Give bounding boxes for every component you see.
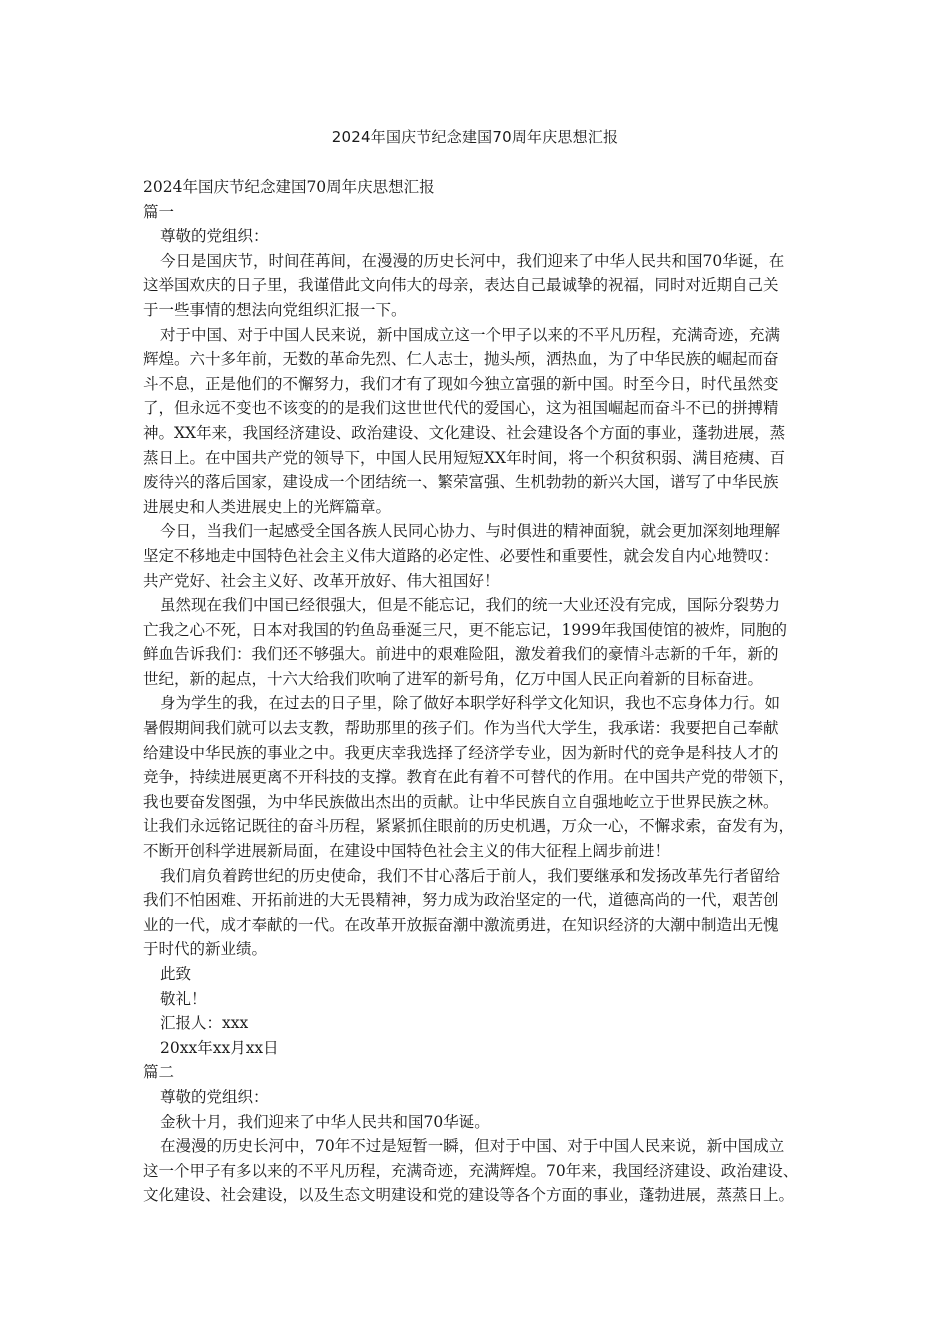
text-line: 亡我之心不死，日本对我国的钓鱼岛垂涎三尺，更不能忘记，1999年我国使馆的被炸，同胞的	[143, 620, 787, 639]
text-line: 于时代的新业绩。	[143, 940, 268, 959]
text-line: 虽然现在我们中国已经很强大，但是不能忘记，我们的统一大业还没有完成，国际分裂势力	[160, 596, 781, 615]
text-line: 斗不息，正是他们的不懈努力，我们才有了现如今独立富强的新中国。时至今日，时代虽然变	[143, 374, 779, 393]
text-line: 2024年国庆节纪念建国70周年庆思想汇报	[143, 178, 435, 196]
text-line: 我也要奋发图强，为中华民族做出杰出的贡献。让中华民族自立自强地屹立于世界民族之林。	[143, 792, 779, 811]
text-line: 蒸日上。在中国共产党的领导下，中国人民用短短XX年时间，将一个积贫积弱、满目疮痍、百	[143, 448, 786, 467]
text-line: 鲜血告诉我们：我们还不够强大。前进中的艰难险阻，激发着我们的豪情斗志新的千年，新的	[143, 645, 779, 664]
text-line: 今日，当我们一起感受全国各族人民同心协力、与时俱进的精神面貌，就会更加深刻地理解	[160, 522, 781, 541]
text-line: 这一个甲子有多以来的不平凡历程，充满奇迹，充满辉煌。70年来，我国经济建设、政治建设、	[143, 1161, 799, 1180]
text-line: 金秋十月，我们迎来了中华人民共和国70华诞。	[160, 1112, 490, 1131]
text-line: 在漫漫的历史长河中，70年不过是短暂一瞬，但对于中国、对于中国人民来说，新中国成立	[160, 1137, 785, 1156]
text-line: 不断开创科学进展新局面，在建设中国特色社会主义的伟大征程上阔步前进！	[143, 842, 671, 861]
text-line: 让我们永远铭记既往的奋斗历程，紧紧抓住眼前的历史机遇，万众一心，不懈求索，奋发有为，	[143, 817, 795, 836]
text-line: 暑假期间我们就可以去支教，帮助那里的孩子们。作为当代大学生，我承诺：我要把自己奉献	[143, 719, 779, 738]
text-line: 业的一代，成才奉献的一代。在改革开放振奋潮中激流勇进，在知识经济的大潮中制造出无愧	[143, 915, 779, 934]
text-line: 尊敬的党组织：	[160, 1087, 269, 1106]
text-line: 神。XX年来，我国经济建设、政治建设、文化建设、社会建设各个方面的事业，蓬勃进展，蒸	[143, 423, 786, 442]
text-line: 篇二	[143, 1063, 175, 1082]
text-line: 我们肩负着跨世纪的历史使命，我们不甘心落后于前人，我们要继承和发扬改革先行者留给	[160, 866, 781, 885]
text-line: 汇报人：xxx	[160, 1014, 249, 1033]
text-line: 进展史和人类进展史上的光辉篇章。	[143, 497, 392, 516]
text-line: 身为学生的我，在过去的日子里，除了做好本职学好科学文化知识，我也不忘身体力行。如	[160, 694, 781, 713]
text-line: 我们不怕困难、开拓前进的大无畏精神，努力成为政治坚定的一代，道德高尚的一代，艰苦创	[143, 891, 779, 910]
text-line: 辉煌。六十多年前，无数的革命先烈、仁人志士，抛头颅，洒热血，为了中华民族的崛起而奋	[143, 350, 779, 369]
text-line: 给建设中华民族的事业之中。我更庆幸我选择了经济学专业，因为新时代的竞争是科技人才的	[143, 743, 779, 762]
text-line: 废待兴的落后国家，建设成一个团结统一、繁荣富强、生机勃勃的新兴大国，谱写了中华民族	[143, 473, 779, 492]
text-line: 敬礼！	[160, 989, 207, 1008]
text-line: 文化建设、社会建设，以及生态文明建设和党的建设等各个方面的事业，蓬勃进展，蒸蒸日上。	[143, 1186, 795, 1205]
text-line: 20xx年xx月xx日	[160, 1038, 279, 1057]
document-body	[143, 175, 815, 1208]
text-line: 世纪，新的起点，十六大给我们吹响了进军的新号角，亿万中国人民正向着新的目标奋进。	[143, 669, 764, 688]
text-line: 于一些事情的想法向党组织汇报一下。	[143, 300, 407, 319]
text-line: 篇一	[143, 202, 175, 221]
text-line: 此致	[160, 965, 192, 983]
text-line: 坚定不移地走中国特色社会主义伟大道路的必定性、必要性和重要性，就会发自内心地赞叹：	[143, 546, 779, 565]
text-line: 共产党好、社会主义好、改革开放好、伟大祖国好！	[143, 571, 500, 590]
text-line: 了，但永远不变也不该变的的是我们这世世代代的爱国心，这为祖国崛起而奋斗不已的拼搏精	[143, 399, 779, 418]
document-title: 2024年国庆节纪念建国70周年庆思想汇报	[331, 128, 619, 146]
text-line: 这举国欢庆的日子里，我谨借此文向伟大的母亲，表达自己最诚挚的祝福，同时对近期自己关	[143, 276, 779, 295]
text-line: 今日是国庆节，时间荏苒间，在漫漫的历史长河中，我们迎来了中华人民共和国70华诞，在	[160, 251, 785, 270]
text-line: 尊敬的党组织：	[160, 227, 269, 246]
text-line: 竞争，持续进展更离不开科技的支撑。教育在此有着不可替代的作用。在中国共产党的带领下，	[143, 768, 795, 787]
text-line: 对于中国、对于中国人民来说，新中国成立这一个甲子以来的不平凡历程，充满奇迹，充满	[160, 325, 781, 344]
